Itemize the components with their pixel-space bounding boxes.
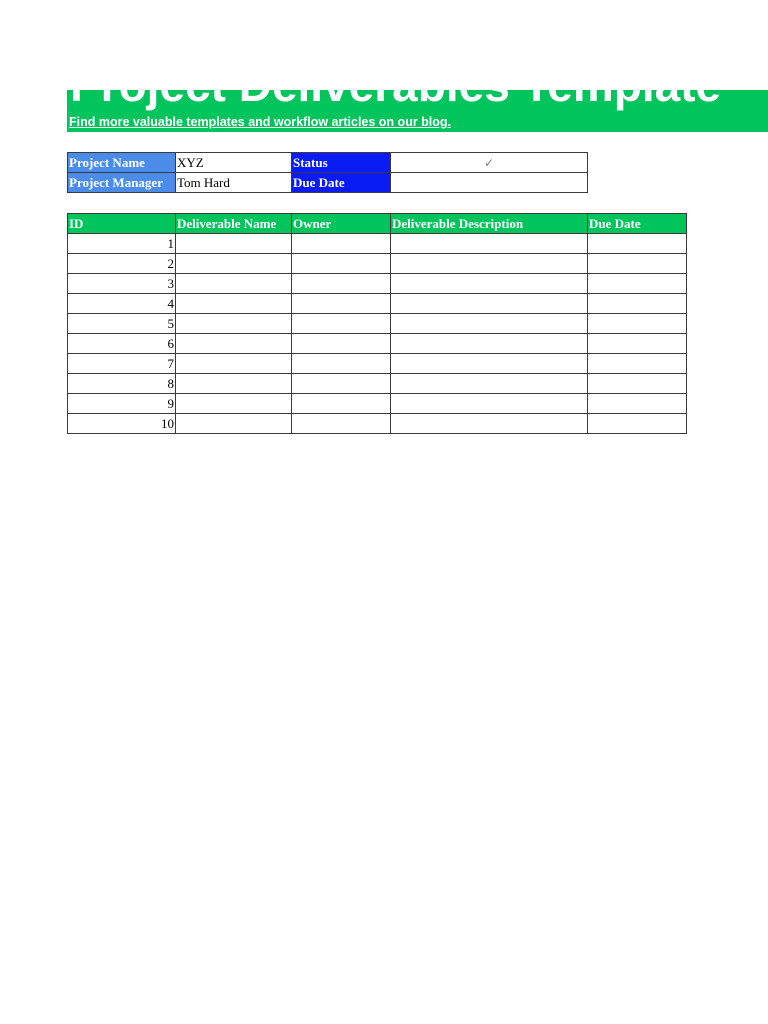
due-date-cell[interactable]: [588, 254, 687, 274]
deliverable-name-cell[interactable]: [176, 354, 292, 374]
deliverable-name-cell[interactable]: [176, 234, 292, 254]
header-deliverable-description: Deliverable Description: [391, 214, 588, 234]
owner-cell[interactable]: [292, 274, 391, 294]
description-cell[interactable]: [391, 234, 588, 254]
header-due-date: Due Date: [588, 214, 687, 234]
description-cell[interactable]: [391, 354, 588, 374]
due-date-cell[interactable]: [588, 414, 687, 434]
id-cell[interactable]: 5: [68, 314, 176, 334]
due-date-label: Due Date: [292, 173, 391, 193]
id-cell[interactable]: 9: [68, 394, 176, 414]
due-date-cell[interactable]: [588, 354, 687, 374]
deliverable-name-cell[interactable]: [176, 294, 292, 314]
id-cell[interactable]: 6: [68, 334, 176, 354]
owner-cell[interactable]: [292, 254, 391, 274]
header-deliverable-name: Deliverable Name: [176, 214, 292, 234]
owner-cell[interactable]: [292, 394, 391, 414]
description-cell[interactable]: [391, 314, 588, 334]
status-cell[interactable]: [391, 153, 588, 173]
table-row: [68, 394, 687, 414]
table-row: [68, 254, 687, 274]
status-label: Status: [292, 153, 391, 173]
owner-cell[interactable]: [292, 294, 391, 314]
table-row: [68, 314, 687, 334]
id-cell[interactable]: 4: [68, 294, 176, 314]
table-row: [68, 414, 687, 434]
id-cell[interactable]: 7: [68, 354, 176, 374]
id-cell[interactable]: 10: [68, 414, 176, 434]
checkmark-icon: ✓: [483, 155, 495, 170]
header-owner: Owner: [292, 214, 391, 234]
description-cell[interactable]: [391, 414, 588, 434]
table-row: [68, 294, 687, 314]
table-row: [68, 354, 687, 374]
table-header-row: [68, 214, 687, 234]
table-body: [68, 234, 687, 434]
owner-cell[interactable]: [292, 314, 391, 334]
deliverable-name-cell[interactable]: [176, 334, 292, 354]
due-date-cell[interactable]: [588, 314, 687, 334]
project-info-table: [67, 152, 588, 193]
due-date-cell[interactable]: [588, 234, 687, 254]
project-info-row: [68, 173, 588, 193]
deliverable-name-cell[interactable]: [176, 314, 292, 334]
project-name-label: Project Name: [68, 153, 176, 173]
table-row: [68, 274, 687, 294]
id-cell[interactable]: 2: [68, 254, 176, 274]
id-cell[interactable]: 3: [68, 274, 176, 294]
id-cell[interactable]: 8: [68, 374, 176, 394]
description-cell[interactable]: [391, 274, 588, 294]
owner-cell[interactable]: [292, 354, 391, 374]
owner-cell[interactable]: [292, 334, 391, 354]
page-title: Project Deliverables Template: [70, 59, 722, 111]
deliverables-table: [67, 213, 687, 434]
due-date-cell[interactable]: [588, 394, 687, 414]
description-cell[interactable]: [391, 254, 588, 274]
due-date-cell[interactable]: [588, 274, 687, 294]
project-name-cell[interactable]: XYZ: [176, 153, 292, 173]
deliverable-name-cell[interactable]: [176, 274, 292, 294]
due-date-cell[interactable]: [588, 334, 687, 354]
table-row: [68, 234, 687, 254]
description-cell[interactable]: [391, 374, 588, 394]
due-date-cell[interactable]: [588, 294, 687, 314]
description-cell[interactable]: [391, 394, 588, 414]
due-date-cell[interactable]: [588, 374, 687, 394]
owner-cell[interactable]: [292, 234, 391, 254]
deliverable-name-cell[interactable]: [176, 414, 292, 434]
description-cell[interactable]: [391, 294, 588, 314]
table-row: [68, 374, 687, 394]
header-id: ID: [68, 214, 176, 234]
owner-cell[interactable]: [292, 414, 391, 434]
owner-cell[interactable]: [292, 374, 391, 394]
description-cell[interactable]: [391, 334, 588, 354]
due-date-cell[interactable]: [391, 173, 588, 193]
table-row: [68, 334, 687, 354]
id-cell[interactable]: 1: [68, 234, 176, 254]
deliverable-name-cell[interactable]: [176, 374, 292, 394]
title-banner: [67, 59, 768, 132]
deliverable-name-cell[interactable]: [176, 254, 292, 274]
project-manager-label: Project Manager: [68, 173, 176, 193]
blog-link[interactable]: Find more valuable templates and workflow articles on our blog.: [69, 115, 452, 129]
project-manager-cell[interactable]: Tom Hard: [176, 173, 292, 193]
project-info-row: [68, 153, 588, 173]
deliverable-name-cell[interactable]: [176, 394, 292, 414]
